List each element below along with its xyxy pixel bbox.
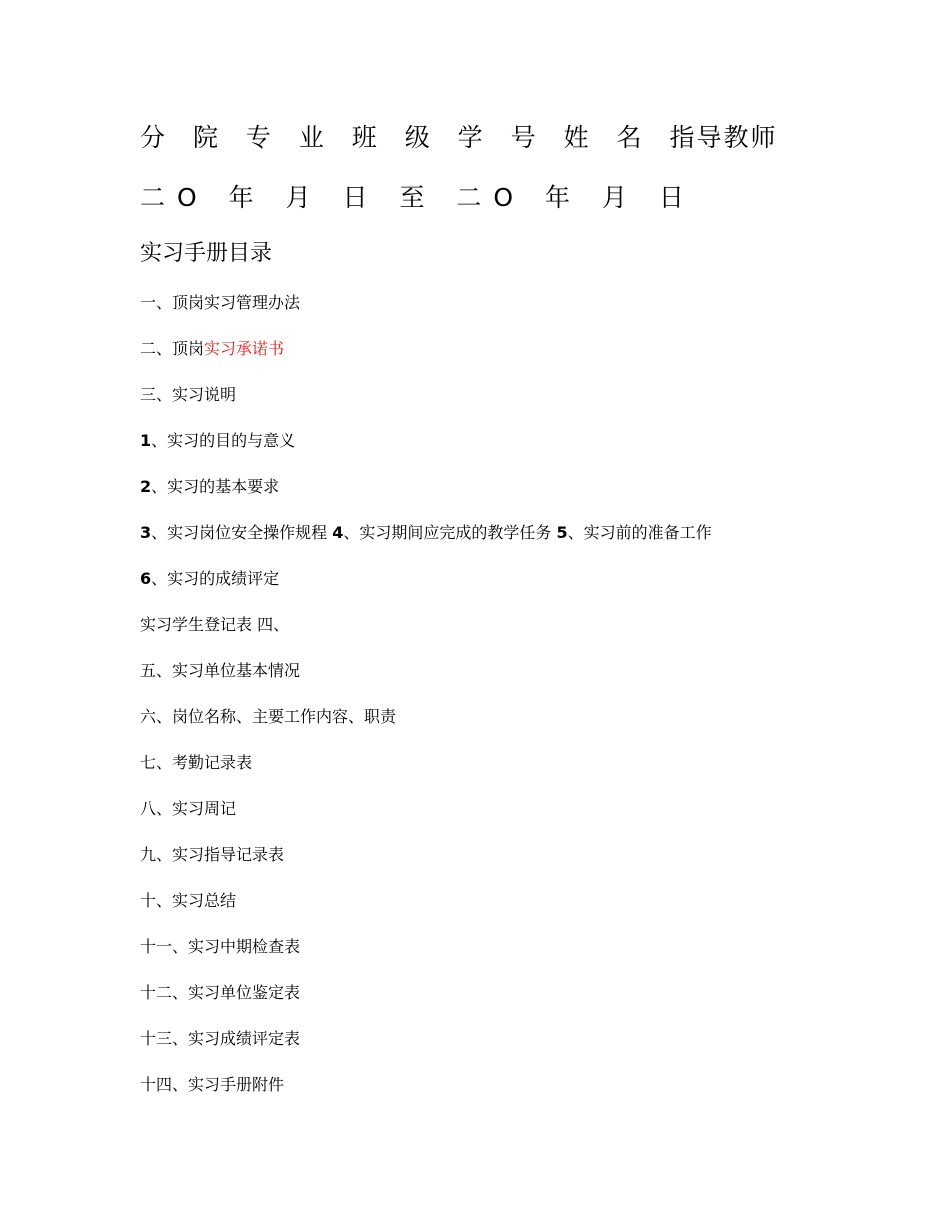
toc-item-8 <box>140 798 236 820</box>
info-fields: 分 院 专 业 班 级 学 号 姓 名 <box>140 123 652 152</box>
toc-subitem-3-4-5 <box>140 522 712 544</box>
toc-item-prefix: 二、顶岗 <box>140 339 205 358</box>
toc-subitem-number: 4 <box>332 523 344 542</box>
toc-item-text: 实习学生登记表 四、 <box>140 615 290 634</box>
toc-title: 实习手册目录 <box>140 241 273 266</box>
toc-subitem-number: 5 <box>556 523 568 542</box>
toc-item-4 <box>140 614 289 636</box>
toc-item-text: 、实习的基本要求 <box>151 477 280 496</box>
toc-item-text: 十一、实习中期检查表 <box>140 937 301 956</box>
toc-item-text: 、实习岗位安全操作规程 <box>151 523 333 542</box>
toc-item-7 <box>140 752 252 774</box>
student-info-line <box>140 123 778 153</box>
toc-item-text: 、实习前的准备工作 <box>567 523 712 542</box>
toc-subitem-number: 6 <box>140 569 152 588</box>
toc-item-text: 十四、实习手册附件 <box>140 1075 285 1094</box>
internship-period-line: 二O 年 月 日 至 二O 年 月 日 <box>140 183 696 212</box>
toc-item-text: 十、实习总结 <box>140 891 237 910</box>
toc-subitem-1 <box>140 430 295 452</box>
toc-item-text: 、实习的成绩评定 <box>151 569 280 588</box>
toc-item-3 <box>140 384 236 406</box>
toc-subitem-number: 1 <box>140 431 152 450</box>
toc-item-13 <box>140 1028 300 1050</box>
toc-item-11 <box>140 936 300 958</box>
toc-item-text: 三、实习说明 <box>140 385 237 404</box>
advisor-field: 指导教师 <box>669 123 778 152</box>
toc-item-text: 六、岗位名称、主要工作内容、职责 <box>140 707 397 726</box>
toc-item-12 <box>140 982 300 1004</box>
toc-item-text: 五、实习单位基本情况 <box>140 661 301 680</box>
toc-item-text: 十二、实习单位鉴定表 <box>140 983 301 1002</box>
toc-item-10 <box>140 890 236 912</box>
toc-item-text: 十三、实习成绩评定表 <box>140 1029 301 1048</box>
toc-item-2 <box>140 338 284 360</box>
toc-subitem-6 <box>140 568 279 590</box>
toc-item-9 <box>140 844 284 866</box>
toc-item-1 <box>140 292 300 314</box>
toc-item-text: 一、顶岗实习管理办法 <box>140 293 301 312</box>
toc-item-text: 九、实习指导记录表 <box>140 845 285 864</box>
toc-item-14 <box>140 1074 284 1096</box>
toc-item-text: 八、实习周记 <box>140 799 237 818</box>
toc-item-text: 、实习期间应完成的教学任务 <box>343 523 557 542</box>
toc-subitem-2 <box>140 476 279 498</box>
toc-subitem-number: 2 <box>140 477 152 496</box>
toc-item-text: 七、考勤记录表 <box>140 753 253 772</box>
toc-item-6 <box>140 706 396 728</box>
toc-subitem-number: 3 <box>140 523 152 542</box>
toc-item-5 <box>140 660 300 682</box>
toc-item-text: 、实习的目的与意义 <box>151 431 296 450</box>
toc-item-highlight: 实习承诺书 <box>204 339 285 358</box>
